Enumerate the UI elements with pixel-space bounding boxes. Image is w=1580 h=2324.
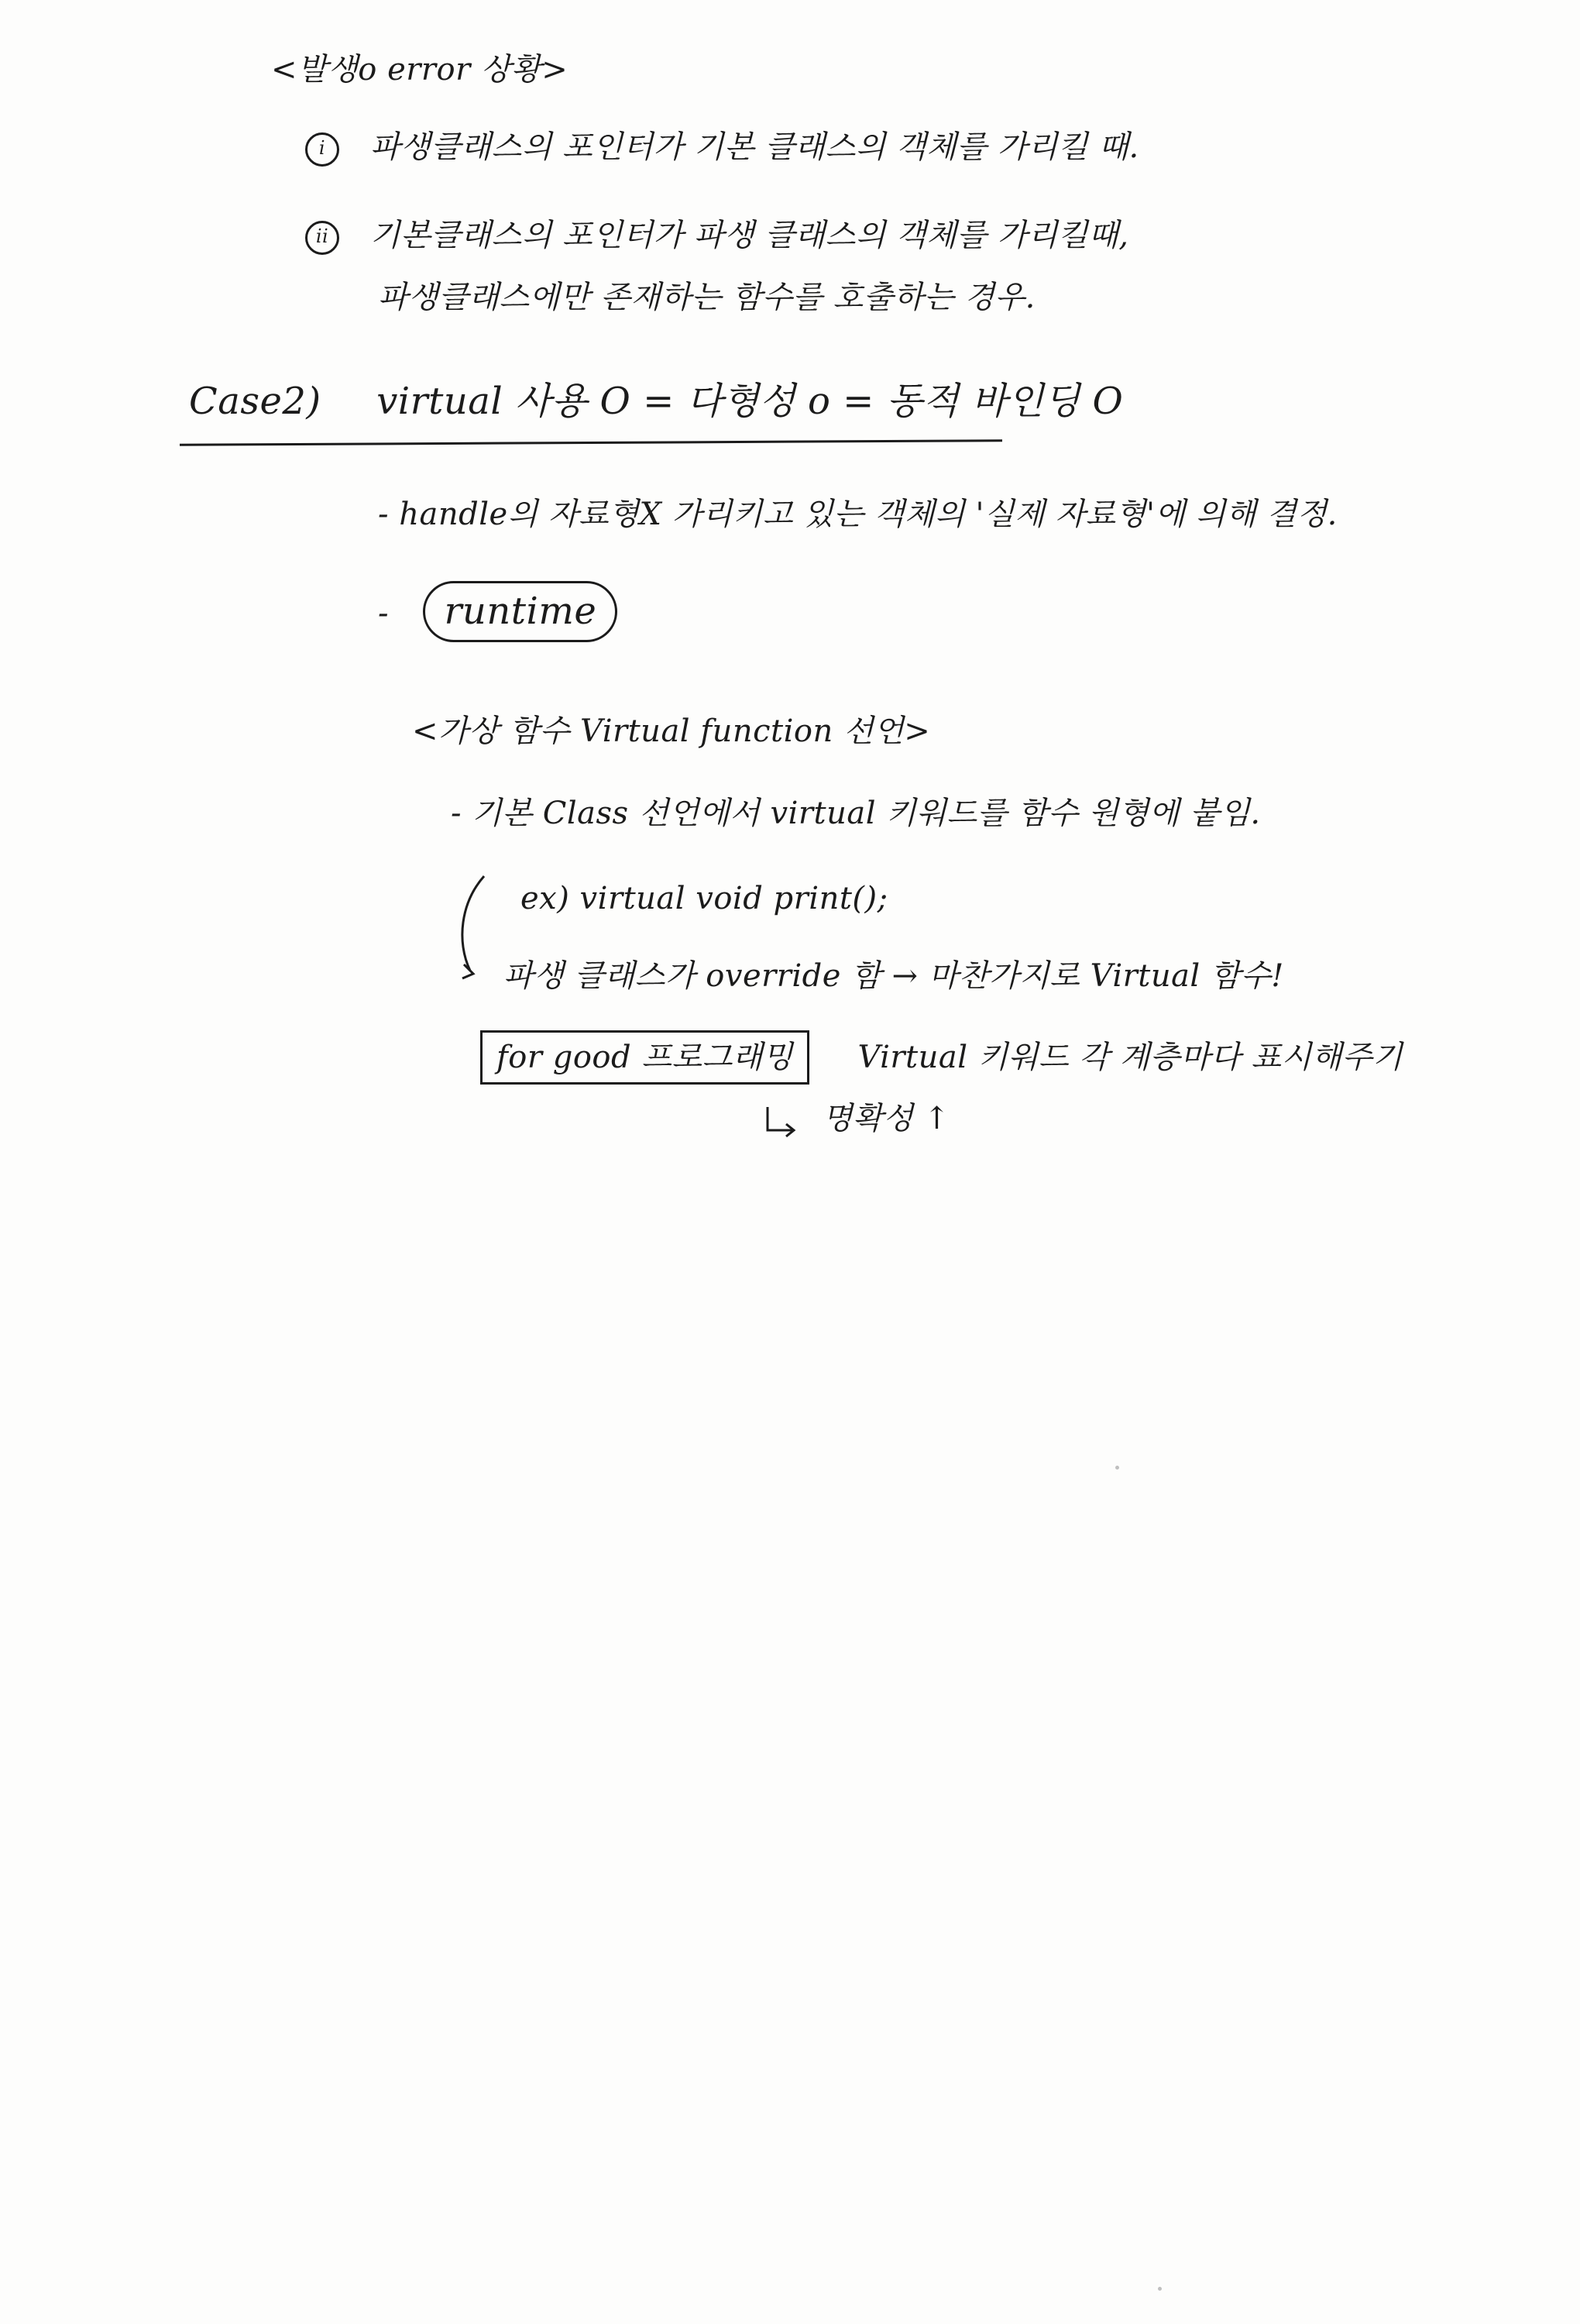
case2-underline	[180, 439, 1002, 446]
case-ii-text-line2: 파생클래스에만 존재하는 함수를 호출하는 경우.	[378, 280, 1036, 315]
case2-label: Case2)	[189, 380, 321, 423]
good-programming-row	[480, 1030, 1403, 1085]
paper-speck	[1158, 2287, 1162, 2291]
virtual-keyword-bullet: - 기본 Class 선언에서 virtual 키워드를 함수 원형에 붙임.	[451, 796, 1261, 831]
override-line: 파생 클래스가 override 함 → 마찬가지로 Virtual 함수!	[503, 958, 1284, 994]
case-i-marker: i	[305, 132, 339, 167]
example-bracket-arrow	[453, 871, 500, 980]
runtime-circled: runtime	[423, 581, 617, 642]
virtual-function-heading: <가상 함수 Virtual function 선언>	[412, 713, 931, 749]
case2-row	[189, 381, 1123, 422]
runtime-dash: -	[378, 596, 390, 631]
case-ii-text-line1: 기본클래스의 포인터가 파생 클래스의 객체를 가리킬때,	[370, 218, 1129, 253]
case-ii-marker: ii	[305, 221, 339, 255]
paper-speck	[1115, 1466, 1119, 1470]
case-i-row	[305, 130, 1139, 167]
clarity-hook-arrow	[763, 1104, 799, 1143]
good-programming-box: for good 프로그래밍	[480, 1030, 809, 1085]
example-virtual-print: ex) virtual void print();	[520, 881, 888, 916]
case2-text: virtual 사용 O = 다형성 o = 동적 바인딩 O	[376, 380, 1124, 423]
runtime-row	[378, 581, 617, 642]
case-ii-row	[305, 218, 1129, 255]
case-i-text: 파생클래스의 포인터가 기본 클래스의 객체를 가리킬 때.	[370, 129, 1139, 165]
handle-type-bullet: - handle의 자료형X 가리키고 있는 객체의 '실제 자료형'에 의해 결정.	[378, 497, 1338, 532]
good-programming-text: Virtual 키워드 각 계층마다 표시해주기	[857, 1040, 1403, 1075]
error-situation-heading: <발생o error 상황>	[271, 52, 568, 88]
clarity-note: 명확성 ↑	[823, 1101, 950, 1136]
